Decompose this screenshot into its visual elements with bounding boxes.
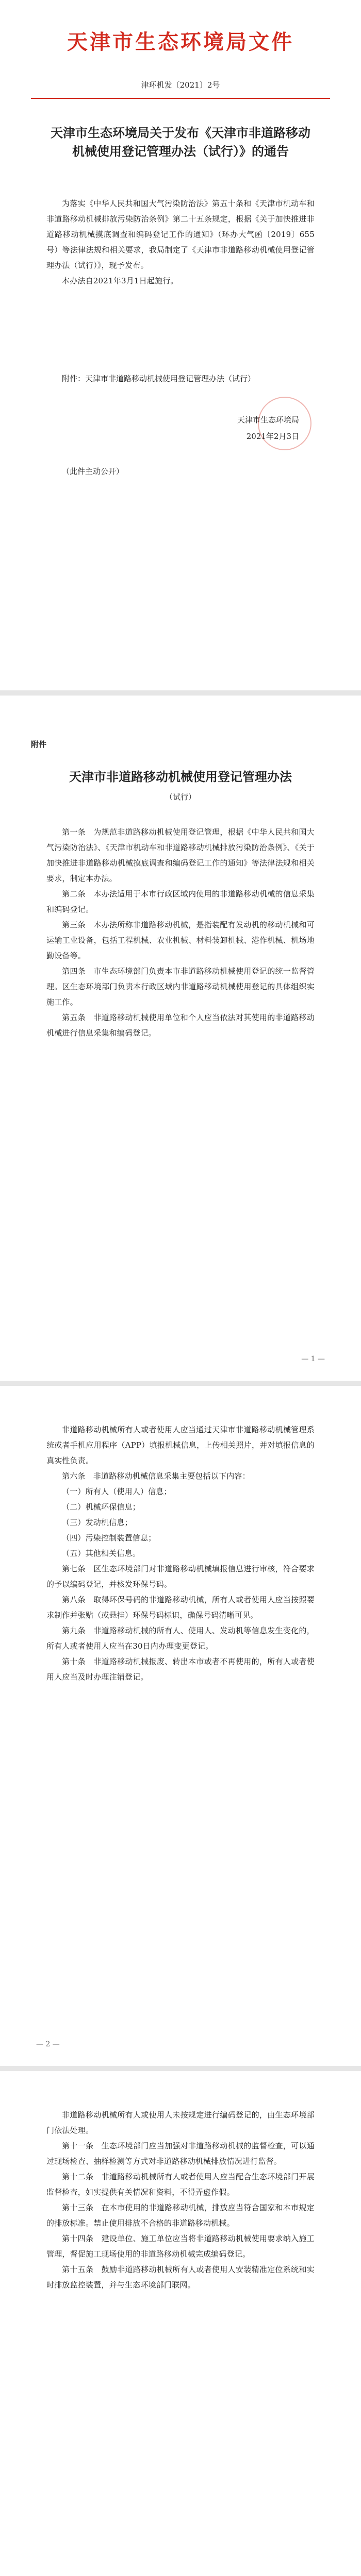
page-separator <box>0 690 361 696</box>
notice-title: 天津市生态环境局关于发布《天津市非道路移动机械使用登记管理办法（试行）》的通告 <box>51 125 310 159</box>
issue-date: 2021年2月3日 <box>246 432 299 441</box>
page-separator <box>0 2066 361 2071</box>
article-paragraph: 非道路移动机械所有人或使用人未按规定进行编码登记的，由生态环境部门依法处理。 <box>46 2110 315 2135</box>
measures-title: 天津市非道路移动机械使用登记管理办法 <box>69 769 292 784</box>
article-paragraph: 第十三条 在本市使用的非道路移动机械，排放应当符合国家和本市规定的排放标准。禁止使用排放不合格的非道路移动机械。 <box>46 2203 315 2228</box>
attachment-line: 附件：天津市非道路移动机械使用登记管理办法（试行） <box>62 374 256 383</box>
red-divider <box>31 98 330 99</box>
article-paragraph: 第八条 取得环保号码的非道路移动机械，所有人或者使用人应当按照要求制作并张贴（或悬挂）环保号码标识，确保号码清晰可见。 <box>46 1595 315 1620</box>
notice-body <box>46 196 315 289</box>
disclosure-note: （此件主动公开） <box>62 467 124 476</box>
article-paragraph: 第七条 区生态环境部门对非道路移动机械填报信息进行审核，符合要求的予以编码登记，并核发环保号码。 <box>46 1564 315 1589</box>
page-2 <box>0 696 361 1381</box>
list-item: （四）污染控制装置信息； <box>62 1533 156 1543</box>
article-paragraph: 第三条 本办法所称非道路移动机械，是指装配有发动机的移动机械和可运输工业设备，包括工程机械、农业机械、材料装卸机械、港作机械、机场地勤设备等。 <box>46 920 315 960</box>
page-separator <box>0 1381 361 1386</box>
article-paragraph: 第十四条 建设单位、施工单位应当将非道路移动机械使用要求纳入施工管理，督促施工现场使用的非道路移动机械完成编码登记。 <box>46 2234 315 2259</box>
article-paragraph: 第五条 非道路移动机械使用单位和个人应当依法对其使用的非道路移动机械进行信息采集和编码登记。 <box>46 1013 315 1038</box>
list-item: （五）其他相关信息。 <box>62 1549 141 1558</box>
list-item: （二）机械环保信息； <box>62 1502 141 1512</box>
article-paragraph: 第十条 非道路移动机械报废、转出本市或者不再使用的，所有人或者使用人应当及时办理注销登记。 <box>46 1657 315 1682</box>
page-4 <box>0 2071 361 2576</box>
article-paragraph: 第九条 非道路移动机械的所有人、使用人、发动机等信息发生变化的，所有人或者使用人应当在30日内办理变更登记。 <box>46 1626 315 1651</box>
list-item: （三）发动机信息； <box>62 1518 133 1527</box>
page-number: — 2 — <box>36 2040 60 2048</box>
list-item: （一）所有人（使用人）信息； <box>62 1487 172 1496</box>
notice-paragraph: 为落实《中华人民共和国大气污染防治法》第五十条和《天津市机动车和非道路移动机械排放污染防治条例》第二十五条规定，根据《关于加快推进非道路移动机械摸底调查和编码登记工作的通知》（环办大气函〔2019〕655号）等法律法规和相关要求，我局制定了《天津市非道路移动机械使用登记管理办法（试行）》，现予发布。 <box>46 199 315 270</box>
measures-body <box>46 824 315 1041</box>
page-1 <box>0 0 361 690</box>
page-body <box>46 1422 315 1685</box>
page-3 <box>0 1386 361 2066</box>
article-paragraph: 第十二条 非道路移动机械所有人或者使用人应当配合生态环境部门开展监督检查，如实提供有关情况和资料，不得弄虚作假。 <box>46 2172 315 2197</box>
signature: 天津市生态环境局 <box>237 415 299 425</box>
measures-subtitle: （试行） <box>165 792 196 802</box>
page-number: — 1 — <box>301 1355 325 1363</box>
page-body <box>46 2107 315 2293</box>
article-paragraph: 非道路移动机械所有人或者使用人应当通过天津市非道路移动机械管理系统或者手机应用程序（APP）填报机械信息，上传相关照片，并对填报信息的真实性负责。 <box>46 1425 315 1465</box>
document-number: 津环机发〔2021〕2号 <box>141 80 220 90</box>
article-paragraph: 第二条 本办法适用于本市行政区域内使用的非道路移动机械的信息采集和编码登记。 <box>46 889 315 914</box>
article-paragraph: 第一条 为规范非道路移动机械使用登记管理，根据《中华人民共和国大气污染防治法》、《天津市机动车和非道路移动机械排放污染防治条例》、《关于加快推进非道路移动机械摸底调查和编码登记工作的通知》等法律法规和相关要求，制定本办法。 <box>46 827 315 883</box>
article-paragraph: 第四条 市生态环境部门负责本市非道路移动机械使用登记的统一监督管理。区生态环境部门负责本行政区域内非道路移动机械使用登记的具体组织实施工作。 <box>46 967 315 1007</box>
attachment-label: 附件 <box>31 740 47 749</box>
article-paragraph: 第十一条 生态环境部门应当加强对非道路移动机械的监督检查，可以通过现场检查、抽样检测等方式对非道路移动机械排放情况进行监督。 <box>46 2141 315 2166</box>
article-paragraph: 第六条 非道路移动机械信息采集主要包括以下内容： <box>62 1471 250 1481</box>
article-paragraph: 第十五条 鼓励非道路移动机械所有人或者使用人安装精准定位系统和实时排放监控装置，并与生态环境部门联网。 <box>46 2265 315 2290</box>
document-header: 天津市生态环境局文件 <box>67 30 294 54</box>
notice-paragraph: 本办法自2021年3月1日起施行。 <box>62 276 178 285</box>
